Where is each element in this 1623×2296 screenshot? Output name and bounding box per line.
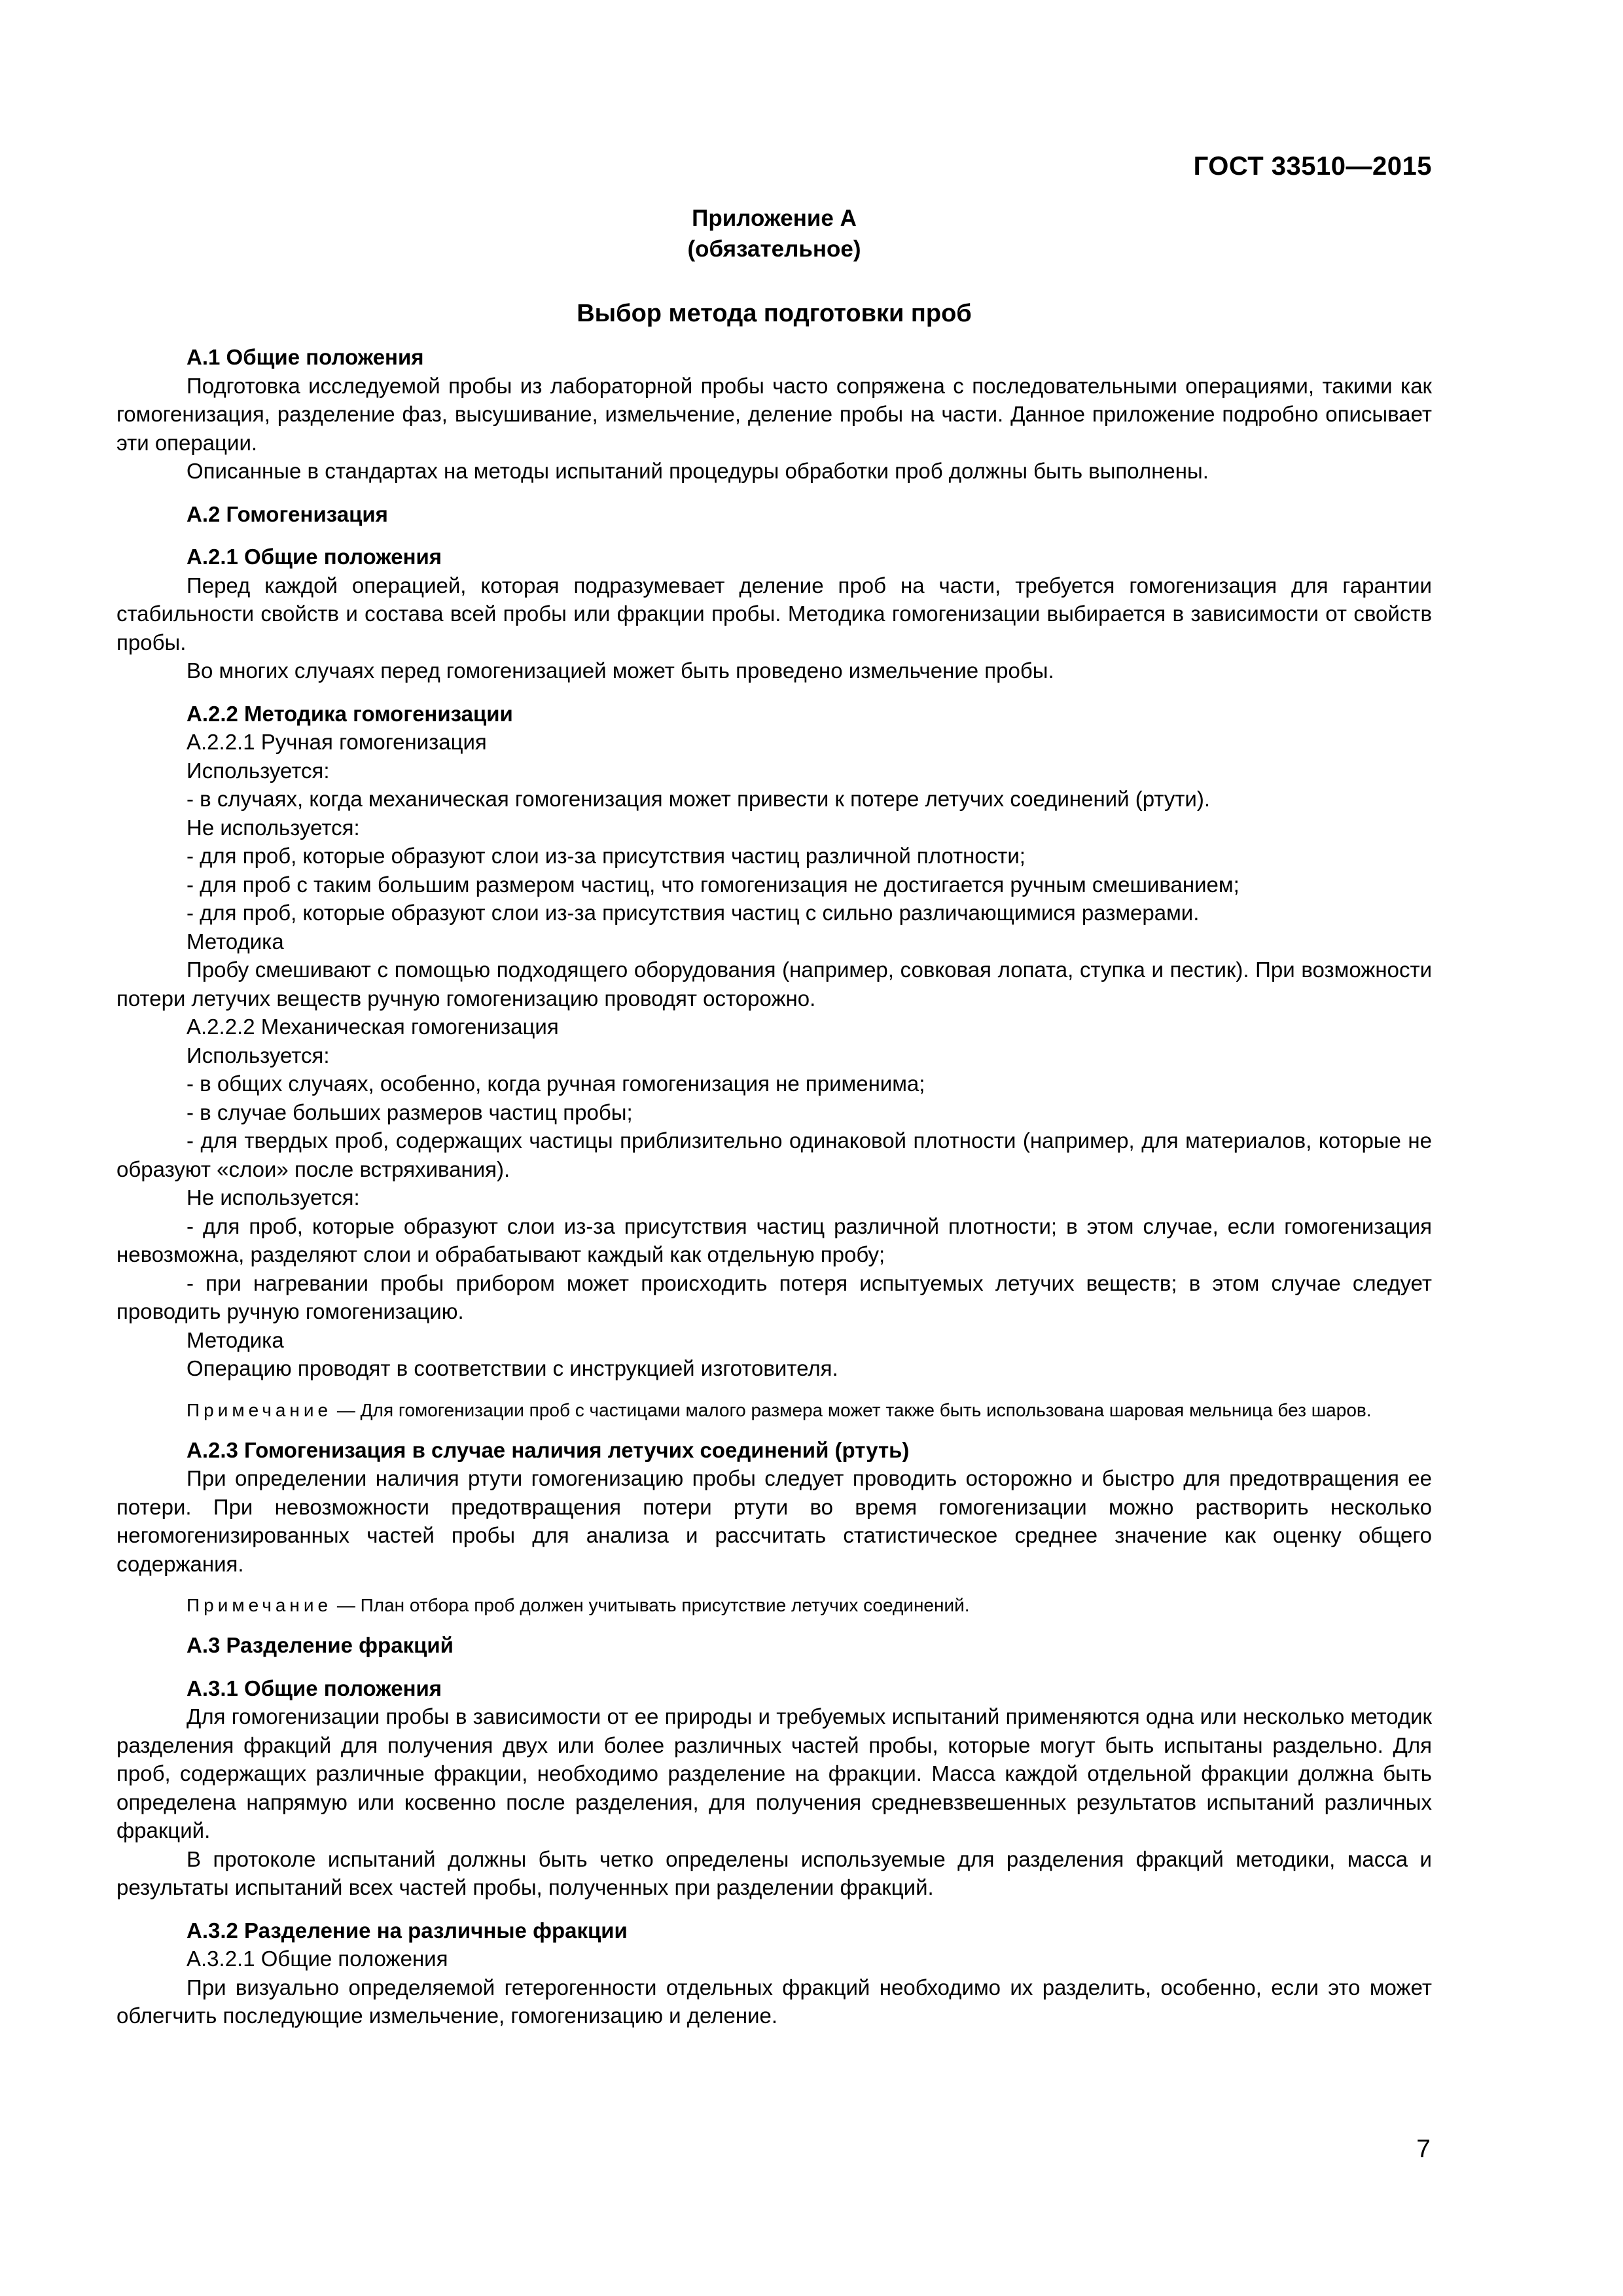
mechanical-not-used-item: - при нагревании пробы прибором может происходить потеря испытуемых летучих веществ; в этом случае следует проводить ручную гомогенизацию. [116, 1270, 1432, 1323]
section-a21-paragraph-1: Перед каждой операцией, которая подразумевает деление проб на части, требуется гомогенизация для гарантии стабильности свойств и состава всей пробы или фракции пробы. Методика гомогенизации выбирается в зависимости от свойств пробы. [116, 573, 1432, 655]
manual-not-used-item: - для проб с таким большим размером частиц, что гомогенизация не достигается ручным смешиванием; [187, 872, 1240, 897]
manual-homogenization-title: А.2.2.1 Ручная гомогенизация [187, 730, 487, 754]
note-label: Примечание [187, 1399, 332, 1420]
mechanical-method-text: Операцию проводят в соответствии с инструкцией изготовителя. [187, 1356, 838, 1380]
section-a32-heading: А.3.2 Разделение на различные фракции [187, 1918, 628, 1943]
section-a31-heading: А.3.1 Общие положения [187, 1676, 442, 1700]
manual-not-used-label: Не используется: [187, 815, 360, 840]
section-a1-paragraph-2: Описанные в стандартах на методы испытаний процедуры обработки проб должны быть выполнены. [187, 459, 1209, 483]
section-a2-heading: А.2 Гомогенизация [187, 501, 388, 526]
note-sampling-plan [116, 1592, 1432, 1618]
manual-method-text: Пробу смешивают с помощью подходящего оборудования (например, совковая лопата, ступка и пестик). При возможности потери летучих веществ ручную гомогенизацию проводят осторожно. [116, 958, 1432, 1011]
section-a3-heading: А.3 Разделение фракций [187, 1633, 454, 1657]
page-content [116, 203, 1432, 2030]
section-a21-paragraph-2: Во многих случаях перед гомогенизацией может быть проведено измельчение пробы. [187, 658, 1054, 683]
mechanical-used-label: Используется: [187, 1043, 330, 1067]
mechanical-not-used-label: Не используется: [187, 1185, 360, 1210]
annex-heading: Выбор метода подготовки проб [577, 300, 972, 327]
manual-used-label: Используется: [187, 758, 330, 783]
section-a31-paragraph-1: Для гомогенизации пробы в зависимости от ее природы и требуемых испытаний применяются одна или несколько методик разделения фракций для получения двух или более различных частей пробы, которые могут быть испытаны раздельно. Для проб, содержащих различные фракции, необходимо разделение на фракции. Масса каждой отдельной фракции должна быть определена напрямую или косвенно после разделения, для получения средневзвешенных результатов испытаний различных фракций. [116, 1704, 1432, 1842]
manual-not-used-item: - для проб, которые образуют слои из-за присутствия частиц различной плотности; [187, 844, 1026, 868]
section-a1-paragraph-1: Подготовка исследуемой пробы из лабораторной пробы часто сопряжена с последовательными операциями, такими как гомогенизация, разделение фаз, высушивание, измельчение, деление пробы на части. Данное приложение подробно описывает эти операции. [116, 373, 1432, 455]
mechanical-used-item: - в общих случаях, особенно, когда ручная гомогенизация не применима; [187, 1071, 925, 1096]
annex-title: Приложение А [692, 206, 857, 231]
document-number: ГОСТ 33510—2015 [1193, 152, 1432, 181]
section-a321-paragraph-1: При визуально определяемой гетерогенности отдельных фракций необходимо их разделить, особенно, если это может облегчить последующие измельчение, гомогенизацию и деление. [116, 1975, 1432, 2028]
note-homogenization [116, 1397, 1432, 1423]
note-text: — План отбора проб должен учитывать присутствие летучих соединений. [332, 1595, 970, 1615]
section-a21-heading: А.2.1 Общие положения [187, 545, 442, 569]
section-a31-paragraph-2: В протоколе испытаний должны быть четко определены используемые для разделения фракций методики, масса и результаты испытаний всех частей пробы, полученных при разделении фракций. [116, 1846, 1432, 1899]
mechanical-method-label: Методика [187, 1327, 284, 1352]
annex-status: (обязательное) [687, 236, 861, 262]
mechanical-used-item: - в случае больших размеров частиц пробы; [187, 1100, 633, 1124]
note-label: Примечание [187, 1595, 332, 1615]
section-a23-paragraph-1: При определении наличия ртути гомогенизацию пробы следует проводить осторожно и быстро для предотвращения ее потери. При невозможности предотвращения потери ртути во время гомогенизации можно растворить несколько негомогенизированных частей пробы для анализа и рассчитать статистическое среднее значение как оценку общего содержания. [116, 1466, 1432, 1576]
mechanical-not-used-item: - для проб, которые образуют слои из-за присутствия частиц различной плотности; в этом случае, если гомогенизация невозможна, разделяют слои и обрабатывают каждый как отдельную пробу; [116, 1213, 1432, 1266]
mechanical-used-item: - для твердых проб, содержащих частицы приблизительно одинаковой плотности (например, для материалов, которые не образуют «слои» после встряхивания). [116, 1128, 1432, 1181]
note-text: — Для гомогенизации проб с частицами малого размера может также быть использована шаровая мельница без шаров. [332, 1399, 1372, 1420]
mechanical-homogenization-title: А.2.2.2 Механическая гомогенизация [187, 1014, 559, 1039]
manual-used-item: - в случаях, когда механическая гомогенизация может привести к потере летучих соединений (ртути). [187, 787, 1211, 811]
section-a22-heading: А.2.2 Методика гомогенизации [187, 701, 513, 726]
page-number: 7 [1416, 2135, 1431, 2163]
manual-not-used-item: - для проб, которые образуют слои из-за присутствия частиц с сильно различающимися размерами. [187, 901, 1200, 925]
section-a23-heading: А.2.3 Гомогенизация в случае наличия летучих соединений (ртуть) [187, 1437, 910, 1462]
section-a321-title: А.3.2.1 Общие положения [187, 1946, 448, 1971]
manual-method-label: Методика [187, 929, 284, 954]
section-a1-heading: А.1 Общие положения [187, 345, 424, 369]
